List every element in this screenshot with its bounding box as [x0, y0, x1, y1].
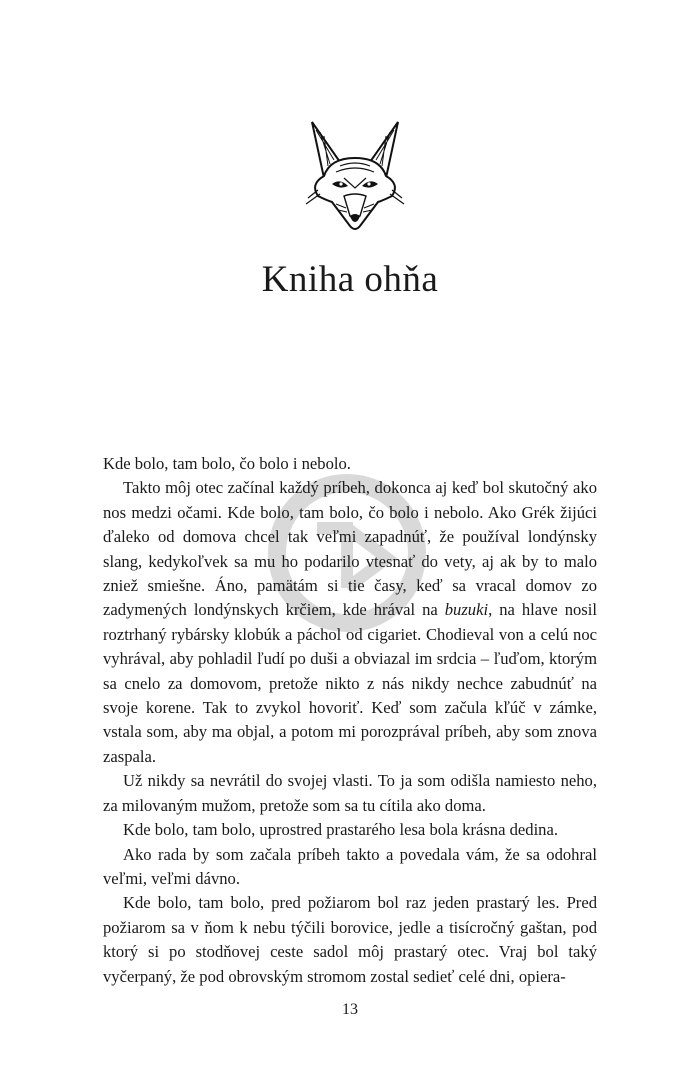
page-number: 13: [342, 1001, 358, 1018]
chapter-title: Kniha ohňa: [261, 259, 439, 300]
paragraph: Už nikdy sa nevrátil do svojej vlasti. To ja som odišla namiesto neho, za milovaným mužom, pretože som sa tu cítila ako doma.: [103, 771, 597, 815]
fox-head-icon: [300, 118, 410, 236]
italic-word: buzuki: [444, 600, 489, 620]
paragraph: Kde bolo, tam bolo, pred požiarom bol raz jeden prastarý les. Pred požiarom sa v ňom k nebu týčili borovice, jedle a tisícročný gaštan, pod ktorý si po stodňovej ceste sadol môj prastarý otec. Vraj bol taký vyčerpaný, že pod obrovským stromom zostal sedieť celé dni, opiera-: [103, 893, 597, 986]
paragraph: Kde bolo, tam bolo, uprostred prastarého lesa bola krásna dedina.: [123, 820, 558, 840]
body-text: [103, 452, 597, 989]
paragraph: Takto môj otec začínal každý príbeh, dokonca aj keď bol skutočný ako nos medzi očami. Kde bolo, tam bolo, čo bolo i nebolo. Ako Grék žijúci ďaleko od domova chcel tak veľmi zapadnúť, že používal londýnsky slang, kedykoľvek sa mu ho podarilo vtesnať do vety, aj ak by to malo zniež smiešne. Áno, pamätám si tie časy, keď sa vracal domov zo zadymených londýnskych krčiem, kde hrával na buzuki, na hlave nosil roztrhaný rybársky klobúk a páchol od cigariet. Chodieval von a celú noc vyhrával, aby pohladil ľudí po duši a obviazal im srdcia – ľuďom, ktorým sa cnelo za domovom, pretože nikto z nás nikdy nechce zabudnúť na svoje korene. Tak to zvykol hovoriť. Keď som začula kľúč v zámke, vstala som, aby ma objal, a potom mi porozprával príbeh, aby som znova zaspala.: [103, 478, 597, 766]
paragraph: Kde bolo, tam bolo, čo bolo i nebolo.: [103, 454, 351, 473]
paragraph: Ako rada by som začala príbeh takto a povedala vám, že sa odohral veľmi, veľmi dávno.: [103, 844, 597, 888]
